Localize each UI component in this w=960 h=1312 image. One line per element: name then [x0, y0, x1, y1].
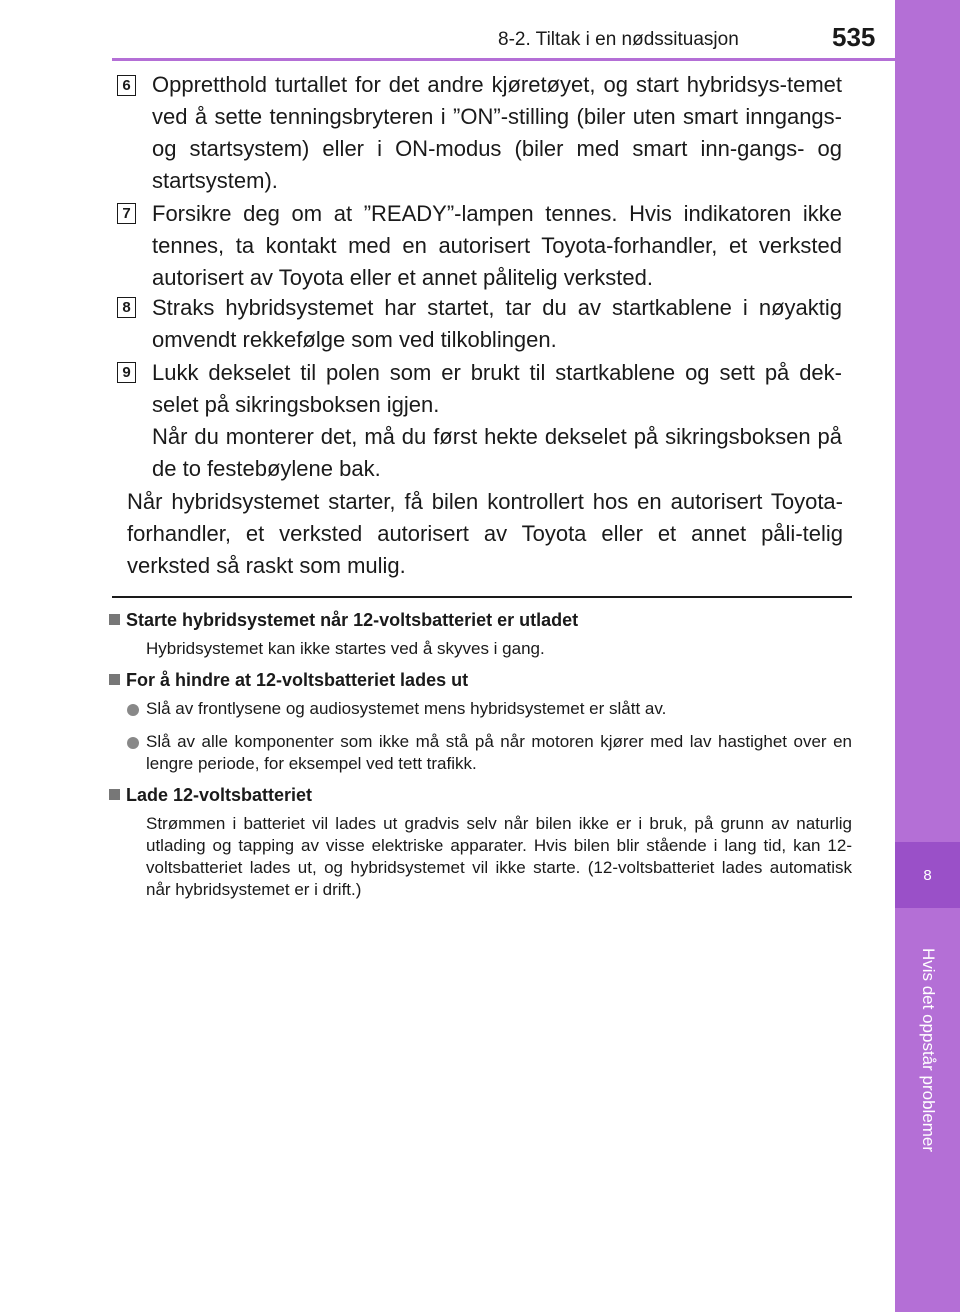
round-bullet-icon — [127, 704, 139, 716]
step-badge: 7 — [117, 203, 136, 224]
note-heading-text: Lade 12-voltsbatteriet — [126, 785, 313, 805]
square-bullet-icon — [109, 614, 120, 625]
closing-paragraph: Når hybridsystemet starter, få bilen kontrollert hos en autorisert Toyota-forhandler, et verksted autorisert av Toyota eller et annet påli-telig verksted så raskt som mulig. — [127, 489, 843, 578]
note-heading-text: For å hindre at 12-voltsbatteriet lades ut — [126, 670, 469, 690]
step-badge: 9 — [117, 362, 136, 383]
section-title: 8-2. Tiltak i en nødssituasjon — [498, 29, 739, 50]
step-text: Oppretthold turtallet for det andre kjøretøyet, og start hybridsys-temet ved å sette tenningsbryteren i ”ON”-stilling (biler uten smart inngangs- og startsystem) eller i ON-modus (biler med smart inn-gangs- og startsystem). — [152, 72, 842, 193]
divider — [112, 596, 852, 598]
chapter-number: 8 — [895, 842, 960, 908]
round-bullet-icon — [127, 737, 139, 749]
step-text: Straks hybridsystemet har startet, tar du av startkablene i nøyaktig omvendt rekkefølge som ved tilkoblingen. — [152, 295, 842, 352]
step-badge: 6 — [117, 75, 136, 96]
note-bullet-text: Slå av frontlysene og audiosystemet mens hybridsystemet er slått av. — [146, 699, 667, 718]
step-text-continued: Når du monterer det, må du først hekte dekselet på sikringsboksen på de to festebøylene bak. — [152, 424, 842, 481]
header-rule — [112, 58, 895, 61]
page-number: 535 — [832, 22, 876, 52]
step-text: Forsikre deg om at ”READY”-lampen tennes. Hvis indikatoren ikke tennes, ta kontakt med en autorisert Toyota-forhandler, et verksted autorisert av Toyota eller et annet pålitelig verksted. — [152, 201, 842, 290]
note-text: Strømmen i batteriet vil lades ut gradvis selv når bilen ikke er i bruk, på grunn av naturlig utlading og tapping av visse elektriske apparater. Hvis bilen blir stående i lang tid, kan 12-voltsbatteriet lades ut, og hybridsystemet vil ikke starte. (12-voltsbatteriet lades automatisk når hybridsystemet er i drift.) — [146, 814, 852, 899]
chapter-title: Hvis det oppstår problemer — [919, 947, 938, 1153]
note-bullet-text: Slå av alle komponenter som ikke må stå på når motoren kjører med lav hastighet over en lengre periode, for eksempel ved tett trafikk. — [146, 732, 852, 773]
step-badge: 8 — [117, 297, 136, 318]
note-heading — [109, 609, 578, 631]
note-heading — [109, 784, 312, 806]
note-text: Hybridsystemet kan ikke startes ved å skyves i gang. — [146, 639, 545, 658]
step-text: Lukk dekselet til polen som er brukt til startkablene og sett på dek-selet på sikringsboksen igjen. — [152, 360, 842, 417]
note-heading-text: Starte hybridsystemet når 12-voltsbatteriet er utladet — [126, 610, 579, 630]
note-heading — [109, 669, 468, 691]
square-bullet-icon — [109, 674, 120, 685]
square-bullet-icon — [109, 789, 120, 800]
